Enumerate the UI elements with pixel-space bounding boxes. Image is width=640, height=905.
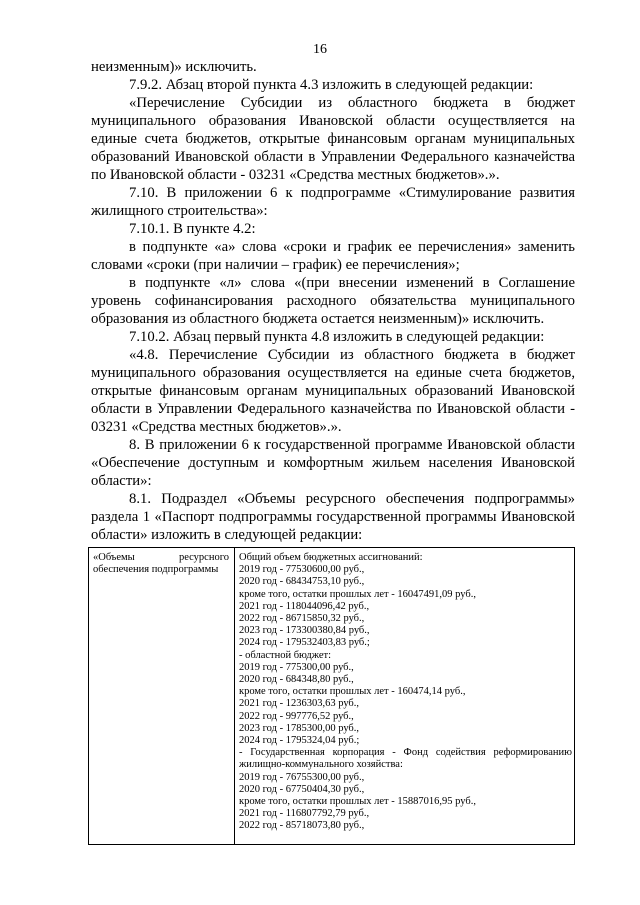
table-line: 2022 год - 86715850,32 руб., xyxy=(239,613,365,625)
paragraph: в подпункте «а» слова «сроки и график ее перечисления» заменить словами «сроки (при наличии – график) ее перечисления»; xyxy=(91,239,575,273)
table-line: Общий объем бюджетных ассигнований: xyxy=(239,552,423,563)
paragraph: неизменным)» исключить. xyxy=(91,59,257,75)
table-line: 2023 год - 1785300,00 руб., xyxy=(239,722,360,734)
table-line: 2021 год - 116807792,79 руб., xyxy=(239,808,370,820)
table-line: - областной бюджет: xyxy=(239,649,331,661)
table-line: 2022 год - 85718073,80 руб., xyxy=(239,820,365,832)
table-line: 2021 год - 118044096,42 руб., xyxy=(239,600,370,612)
paragraph: в подпункте «л» слова «(при внесении изменений в Соглашение уровень софинансирования расходного обязательства муниципального образования из областного бюджета остается неизменным)» исключить. xyxy=(91,275,575,327)
page-number: 16 xyxy=(313,42,327,57)
paragraph: 8. В приложении 6 к государственной программе Ивановской области «Обеспечение доступным и комфортным жильем населения Ивановской области»: xyxy=(91,437,575,489)
paragraph: 7.10.2. Абзац первый пункта 4.8 изложить в следующей редакции: xyxy=(129,329,545,345)
table-line: 2022 год - 997776,52 руб., xyxy=(239,710,354,722)
paragraph: «Перечисление Субсидии из областного бюджета в бюджет муниципального образования Ивановской области осуществляется на единые счета бюджетов, открытые финансовым органам муниципальных образований Ивановской области в Управлении Федерального казначейства по Ивановской области - 03231 «Средства местных бюджетов».». xyxy=(91,95,575,183)
paragraph: 7.10. В приложении 6 к подпрограмме «Стимулирование развития жилищного строительства»: xyxy=(91,185,575,219)
table-line: 2019 год - 77530600,00 руб., xyxy=(239,564,365,576)
table-divider xyxy=(234,548,235,844)
table-line: кроме того, остатки прошлых лет - 160474,14 руб., xyxy=(239,686,466,698)
table-line: кроме того, остатки прошлых лет - 16047491,09 руб., xyxy=(239,588,476,600)
table-line: 2023 год - 173300380,84 руб., xyxy=(239,625,370,637)
document-body xyxy=(91,58,575,544)
table-line: 2020 год - 67750404,30 руб., xyxy=(239,783,365,795)
table-label-cell: «Объемы ресурсного обеспечения подпрограммы xyxy=(93,552,229,576)
paragraph: 8.1. Подраздел «Объемы ресурсного обеспечения подпрограммы» раздела 1 «Паспорт подпрограммы государственной программы Ивановской области» изложить в следующей редакции: xyxy=(91,491,575,543)
funding-table xyxy=(88,547,575,845)
paragraph: 7.10.1. В пункте 4.2: xyxy=(129,221,256,237)
table-line: 2024 год - 179532403,83 руб.; xyxy=(239,637,370,649)
table-line: 2020 год - 684348,80 руб., xyxy=(239,674,354,686)
paragraph: 7.9.2. Абзац второй пункта 4.3 изложить в следующей редакции: xyxy=(129,77,534,93)
table-line: 2021 год - 1236303,63 руб., xyxy=(239,698,360,710)
table-line: 2019 год - 775300,00 руб., xyxy=(239,661,354,673)
table-line: 2024 год - 1795324,04 руб.; xyxy=(239,735,360,747)
table-line: 2020 год - 68434753,10 руб., xyxy=(239,576,365,588)
table-value-cell xyxy=(239,552,572,833)
table-line: - Государственная корпорация - Фонд содействия реформированию жилищно-коммунального хозяйства: xyxy=(239,747,572,771)
table-line: 2019 год - 76755300,00 руб., xyxy=(239,771,365,783)
table-line: кроме того, остатки прошлых лет - 15887016,95 руб., xyxy=(239,796,476,808)
paragraph: «4.8. Перечисление Субсидии из областного бюджета в бюджет муниципального образования осуществляется на единые счета бюджетов, открытые финансовым органам муниципальных образований Ивановской области в Управлении Федерального казначейства по Ивановской области - 03231 «Средства местных бюджетов».». xyxy=(91,347,575,435)
